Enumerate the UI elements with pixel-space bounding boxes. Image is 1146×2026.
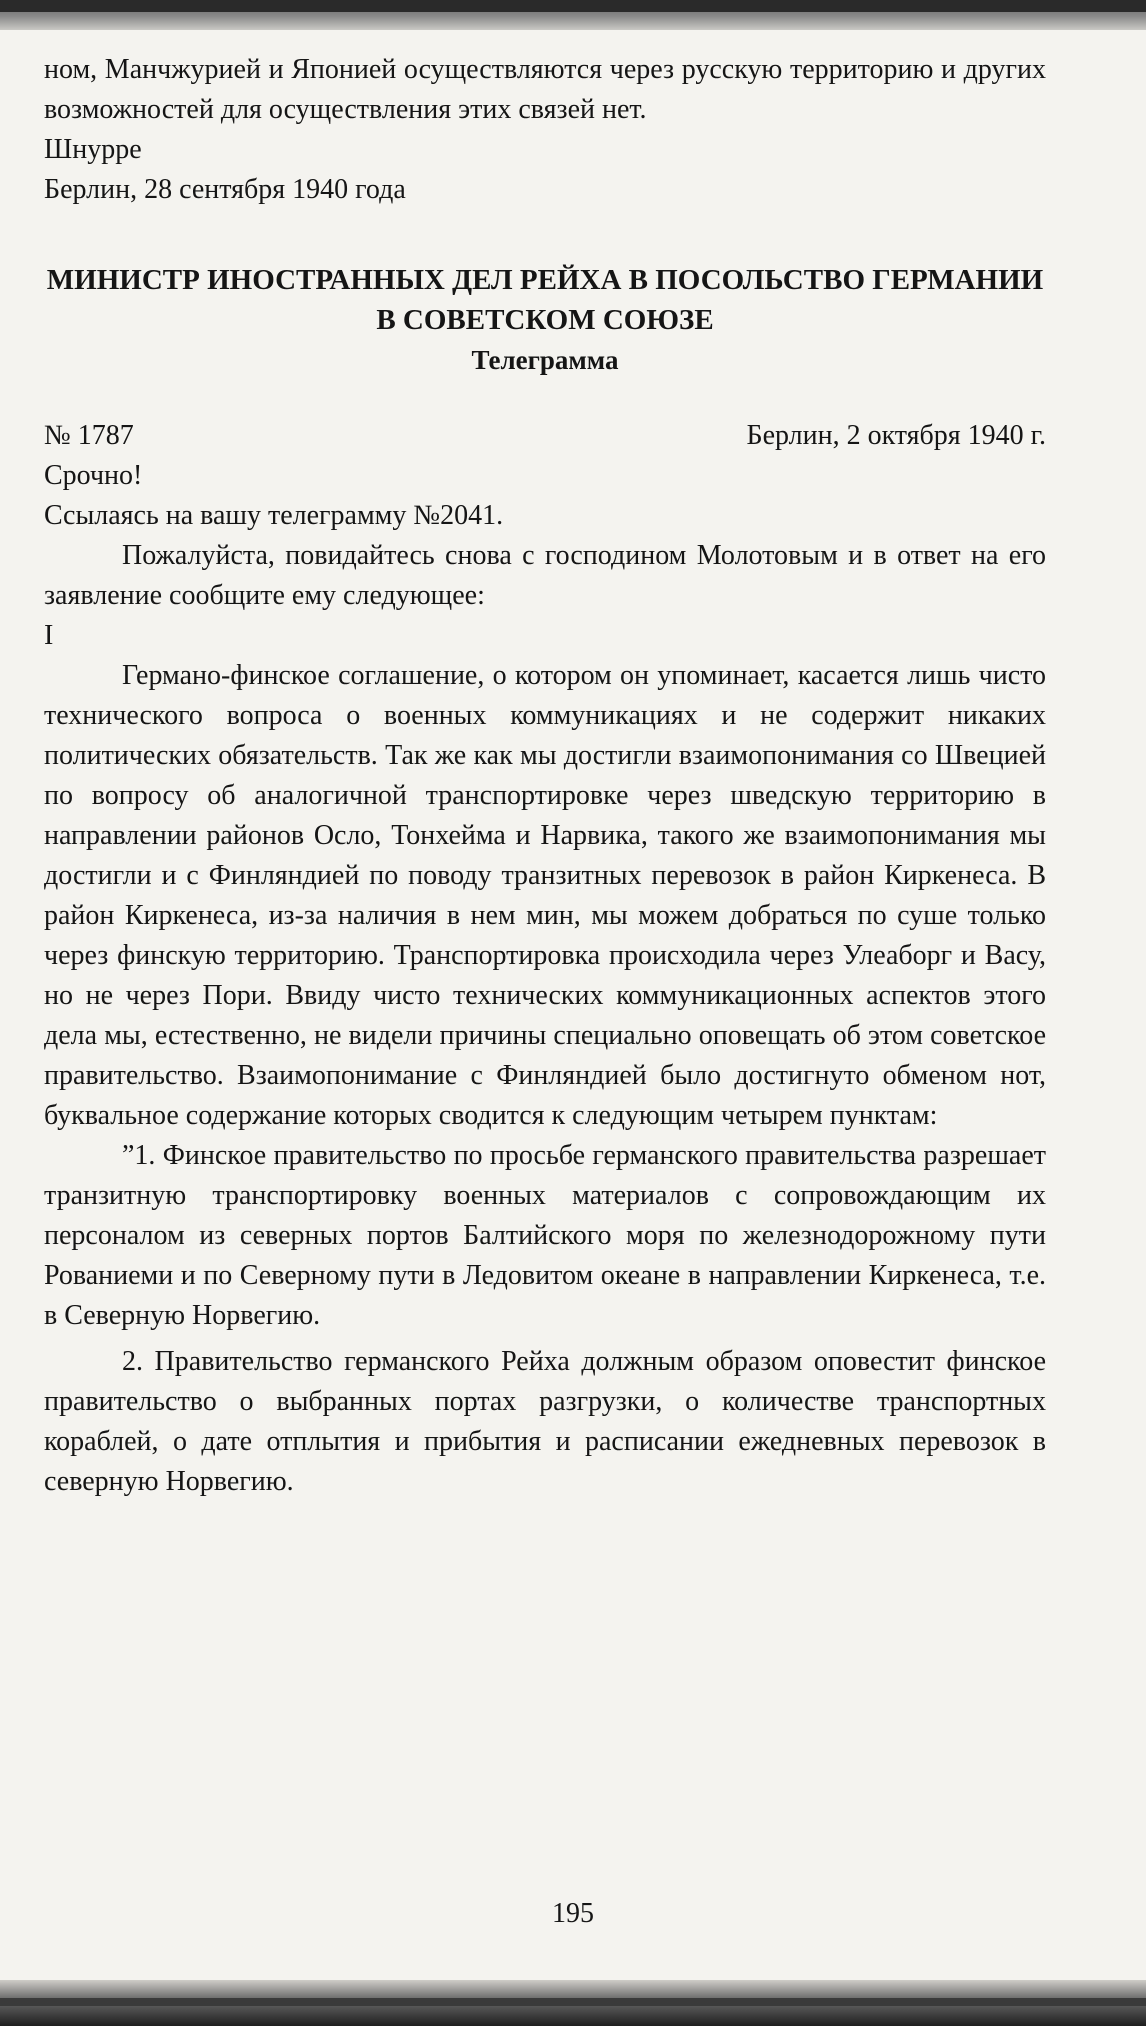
document-meta-row bbox=[44, 416, 1046, 456]
body-paragraph: Германо-финское соглашение, о котором он упоминает, касается лишь чисто технического вопроса о военных коммуникациях и не содержит никаких политических обязательств. Так же как мы достигли взаимопонимания со Швецией по вопросу об аналогичной транспортировке через шведскую территорию в направлении районов Осло, Тонхейма и Нарвика, такого же взаимопонимания мы достигли и с Финляндией по поводу транзитных перевозок в район Киркенеса. В район Киркенеса, из-за наличия в нем мин, мы можем добраться по суше только через финскую территорию. Транспортировка происходила через Улеаборг и Васу, но не через Пори. Ввиду чисто технических коммуникационных аспектов этого дела мы, естественно, не видели причины специально оповещать об этом советское правительство. Взаимопонимание с Финляндией было достигнуто обменом нот, буквальное содержание которых сводится к следующим четырем пунктам: bbox=[44, 660, 1046, 1131]
previous-document-author: Шнурре bbox=[44, 134, 142, 165]
point-1: ”1. Финское правительство по просьбе германского правительства разрешает транзитную транспортировку военных материалов с сопровождающим их персоналом из северных портов Балтийского моря по железнодорожному пути Рованиеми и по Северному пути в Ледовитом океане в направлении Киркенеса, т.е. в Северную Норвегию. bbox=[44, 1140, 1046, 1331]
document-number: № 1787 bbox=[44, 420, 134, 451]
document-place-date: Берлин, 2 октября 1940 г. bbox=[746, 420, 1046, 451]
section-number: I bbox=[44, 620, 54, 651]
previous-document-place-date: Берлин, 28 сентября 1940 года bbox=[44, 174, 406, 205]
page-number: 195 bbox=[552, 1898, 594, 1929]
intro-paragraph: Пожалуйста, повидайтесь снова с господином Молотовым и в ответ на его заявление сообщите ему следующее: bbox=[44, 540, 1046, 611]
urgency-mark: Срочно! bbox=[44, 460, 143, 491]
scan-top-edge-dark bbox=[0, 0, 1146, 12]
document-type: Телеграмма bbox=[471, 345, 619, 375]
previous-document-ending: ном, Манчжурией и Японией осуществляются через русскую территорию и других возможностей для осуществления этих связей нет. bbox=[44, 54, 1046, 125]
telegram-reference: Ссылаясь на вашу телеграмму №2041. bbox=[44, 500, 504, 531]
book-page bbox=[44, 50, 1046, 1502]
document-title: МИНИСТР ИНОСТРАННЫХ ДЕЛ РЕЙХА В ПОСОЛЬСТВО ГЕРМАНИИ В СОВЕТСКОМ СОЮЗЕ bbox=[46, 264, 1044, 336]
scan-bottom-band bbox=[0, 1998, 1146, 2006]
point-2: 2. Правительство германского Рейха должным образом оповестит финское правительство о выбранных портах разгрузки, о количестве транспортных кораблей, о дате отплытия и прибытия и расписании ежедневных перевозок в северную Норвегию. bbox=[44, 1346, 1046, 1497]
